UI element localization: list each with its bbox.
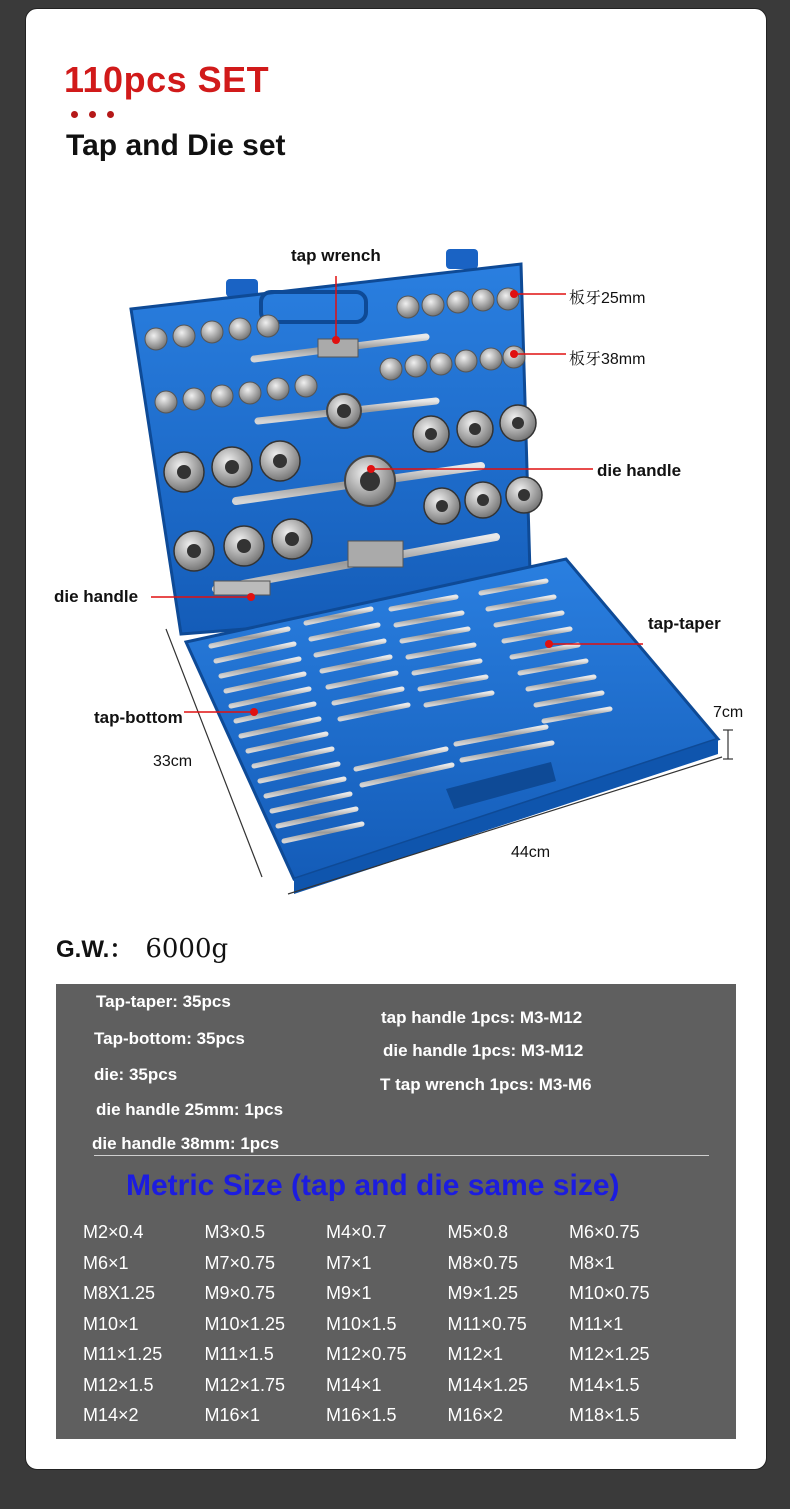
metric-size: M11×1.25 (83, 1344, 163, 1364)
spec-panel (56, 984, 736, 1439)
callout-tap-bottom: tap-bottom (94, 708, 183, 727)
metric-size-title: Metric Size (tap and die same size) (126, 1169, 620, 1202)
metric-size: M3×0.5 (204, 1222, 266, 1242)
callout-die-38mm: 板牙38mm (569, 351, 646, 368)
metric-size: M14×1 (326, 1374, 382, 1395)
contents-tap-bottom: Tap-bottom: 35pcs (94, 1029, 245, 1048)
metric-size: M11×1 (569, 1313, 624, 1334)
metric-size: M16×1.5 (326, 1405, 397, 1425)
divider (94, 1155, 709, 1156)
metric-size: M6×1 (83, 1252, 129, 1273)
metric-size: M14×1.5 (569, 1374, 640, 1395)
metric-size: M6×0.75 (569, 1222, 640, 1242)
callout-tap-taper: tap-taper (648, 614, 721, 633)
metric-size: M10×1.5 (326, 1313, 397, 1334)
callout-tap-wrench: tap wrench (291, 246, 381, 265)
metric-size: M9×1.25 (447, 1283, 519, 1303)
gross-weight-value: 6000g (145, 934, 229, 964)
metric-size: M5×0.8 (447, 1222, 509, 1242)
contents-die-handle-25: die handle 25mm: 1pcs (96, 1100, 284, 1119)
metric-size: M12×1.75 (204, 1374, 286, 1395)
gross-weight (56, 929, 228, 964)
metric-size: M12×0.75 (326, 1344, 407, 1364)
contents-t-tap-wrench: T tap wrench 1pcs: M3-M6 (380, 1075, 592, 1094)
product-image (26, 9, 766, 909)
metric-size: M2×0.4 (83, 1222, 144, 1242)
metric-size: M8X1.25 (83, 1283, 156, 1303)
contents-die: die: 35pcs (94, 1065, 178, 1084)
metric-size: M10×1.25 (204, 1313, 286, 1334)
metric-size: M14×1.25 (447, 1374, 529, 1395)
metric-size: M16×2 (447, 1405, 504, 1425)
metric-size: M7×0.75 (204, 1252, 276, 1273)
contents-tap-taper: Tap-taper: 35pcs (96, 992, 231, 1011)
gross-weight-label: G.W.： (56, 936, 134, 963)
metric-size: M12×1 (447, 1344, 504, 1364)
metric-size: M8×1 (569, 1252, 615, 1273)
dimension-7cm: 7cm (713, 704, 744, 721)
dimension-33cm: 33cm (153, 753, 193, 770)
callout-die-handle-right: die handle (597, 461, 682, 480)
product-card (25, 8, 767, 1470)
dimension-44cm: 44cm (511, 844, 551, 861)
metric-size: M9×0.75 (204, 1283, 276, 1303)
metric-size: M10×0.75 (569, 1283, 650, 1303)
metric-size: M12×1.25 (569, 1344, 650, 1364)
set-title: 110pcs SET (64, 59, 270, 100)
metric-size: M18×1.5 (569, 1405, 640, 1425)
metric-size: M12×1.5 (83, 1374, 154, 1395)
metric-size: M11×0.75 (447, 1313, 527, 1334)
contents-tap-handle: tap handle 1pcs: M3-M12 (381, 1008, 583, 1027)
callout-die-handle-left: die handle (54, 587, 139, 606)
metric-size: M10×1 (83, 1313, 139, 1334)
metric-size: M14×2 (83, 1405, 139, 1425)
contents-die-handle: die handle 1pcs: M3-M12 (383, 1041, 584, 1060)
metric-size: M9×1 (326, 1283, 372, 1303)
callout-die-25mm: 板牙25mm (569, 290, 646, 307)
set-subtitle: Tap and Die set (66, 129, 286, 162)
metric-size-grid (83, 1222, 723, 1426)
contents-die-handle-38: die handle 38mm: 1pcs (92, 1134, 280, 1153)
toolcase-illustration (26, 9, 766, 909)
metric-size: M4×0.7 (326, 1222, 387, 1242)
metric-size: M8×0.75 (447, 1252, 519, 1273)
metric-size: M11×1.5 (204, 1344, 274, 1364)
metric-size: M16×1 (204, 1405, 261, 1425)
metric-size: M7×1 (326, 1252, 372, 1273)
